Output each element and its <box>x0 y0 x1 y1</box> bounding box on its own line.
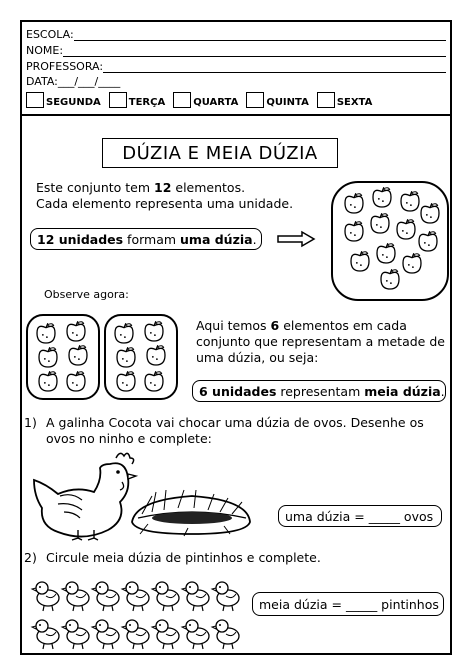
apple-icon <box>67 371 85 391</box>
chick-icon[interactable] <box>152 582 179 611</box>
half-dozen-set-left <box>26 314 100 400</box>
apple-icon <box>397 219 415 239</box>
chick-icon[interactable] <box>212 620 239 649</box>
apple-icon <box>37 323 55 343</box>
question-1-text: A galinha Cocota vai chocar uma dúzia de ovos. Desenhe os ovos no ninho e complete: <box>46 415 424 446</box>
apple-icon <box>115 323 133 343</box>
apple-icon <box>371 213 389 233</box>
teacher-field[interactable]: PROFESSORA: <box>26 60 446 73</box>
dozen-box: 12 unidades formam uma dúzia . <box>30 228 262 250</box>
checkbox[interactable] <box>173 92 191 108</box>
apple-icon <box>145 321 163 341</box>
date-field[interactable]: DATA:___/___/____ <box>26 75 121 88</box>
day-quinta[interactable]: QUINTA <box>246 92 309 108</box>
chick-icon[interactable] <box>32 582 59 611</box>
half-dozen-box: 6 unidades representam meia dúzia . <box>192 380 446 402</box>
chick-icon[interactable] <box>182 582 209 611</box>
nest-illustration <box>128 484 254 536</box>
observe-label: Observe agora: <box>44 288 129 301</box>
day-segunda[interactable]: SEGUNDA <box>26 92 101 108</box>
apple-icon <box>69 345 87 365</box>
checkbox[interactable] <box>246 92 264 108</box>
apple-icon <box>39 371 57 391</box>
apple-icon <box>419 231 437 251</box>
chick-icon[interactable] <box>92 582 119 611</box>
intro-text: Este conjunto tem 12 elementos. Cada elemento representa uma unidade. <box>36 180 294 211</box>
checkbox[interactable] <box>109 92 127 108</box>
checkbox[interactable] <box>26 92 44 108</box>
chick-icon[interactable] <box>122 620 149 649</box>
checkbox[interactable] <box>317 92 335 108</box>
arrow-icon <box>276 232 316 246</box>
apple-icon <box>401 191 419 211</box>
apple-icon <box>421 203 439 223</box>
apple-icon <box>373 187 391 207</box>
apple-icon <box>117 347 135 367</box>
apple-icon <box>147 345 165 365</box>
chick-icon[interactable] <box>62 582 89 611</box>
dozen-apples-set <box>330 180 450 302</box>
chick-icon[interactable] <box>182 620 209 649</box>
weekday-checkboxes <box>26 92 380 108</box>
half-dozen-set-right <box>104 314 178 400</box>
q2-answer-box[interactable]: meia dúzia = _____ pintinhos <box>252 592 444 616</box>
apple-icon <box>403 253 421 273</box>
chick-icon[interactable] <box>62 620 89 649</box>
day-quarta[interactable]: QUARTA <box>173 92 238 108</box>
chick-icon[interactable] <box>92 620 119 649</box>
question-1-number: 1) <box>24 415 37 430</box>
name-field[interactable]: NOME: <box>26 44 446 57</box>
chick-icon[interactable] <box>212 582 239 611</box>
page-title: DÚZIA E MEIA DÚZIA <box>102 138 338 168</box>
apple-icon <box>145 371 163 391</box>
question-2-number: 2) <box>24 550 37 565</box>
apple-icon <box>377 243 395 263</box>
apple-icon <box>345 193 363 213</box>
header-section <box>22 22 450 116</box>
apple-icon <box>39 347 57 367</box>
chick-icon[interactable] <box>122 582 149 611</box>
question-2-text: Circule meia dúzia de pintinhos e complete. <box>46 550 321 565</box>
half-text: Aqui temos 6 elementos em cada conjunto que representam a metade de uma dúzia, ou seja: <box>196 318 445 365</box>
chick-icon[interactable] <box>32 620 59 649</box>
apple-icon <box>351 251 369 271</box>
school-field[interactable]: ESCOLA: <box>26 28 446 41</box>
chick-icon[interactable] <box>152 620 179 649</box>
apple-icon <box>345 221 363 241</box>
apple-icon <box>117 371 135 391</box>
hen-illustration <box>30 448 140 540</box>
day-sexta[interactable]: SEXTA <box>317 92 373 108</box>
day-terca[interactable]: TERÇA <box>109 92 165 108</box>
apple-icon <box>67 321 85 341</box>
apple-icon <box>381 269 399 289</box>
chicks-group[interactable] <box>30 574 250 650</box>
q1-answer-box[interactable]: uma dúzia = _____ ovos <box>278 505 442 527</box>
